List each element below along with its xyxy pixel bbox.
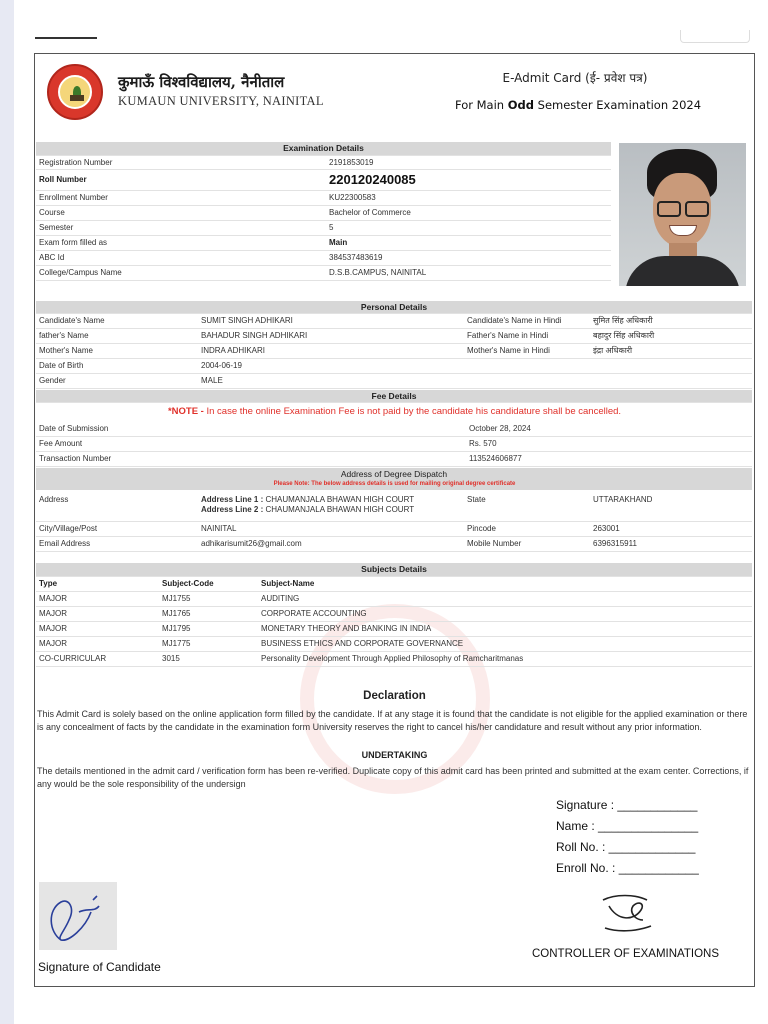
table-row: Date of Birth 2004-06-19: [36, 358, 752, 373]
declaration-title: Declaration: [363, 690, 426, 702]
name-field: Name : _______________: [556, 819, 699, 833]
roll-number-value: 220120240085: [326, 169, 611, 190]
candidate-photo: [619, 143, 746, 286]
subjects-table: [36, 563, 752, 667]
table-row: College/Campus Name D.S.B.CAMPUS, NAINITAL: [36, 265, 611, 280]
table-row: City/Village/Post NAINITAL Pincode 263001: [36, 521, 752, 536]
section-title: Examination Details: [36, 142, 611, 155]
admit-card: [34, 53, 755, 987]
candidate-signature-label: Signature of Candidate: [38, 960, 161, 974]
controller-label: CONTROLLER OF EXAMINATIONS: [532, 948, 720, 960]
fee-warning-note: *NOTE - In case the online Examination Fee is not paid by the candidate his candidature shall be cancelled.: [167, 406, 622, 417]
table-row: Gender MALE: [36, 373, 752, 388]
undertaking-text: The details mentioned in the admit card / verification form has been re-verified. Duplicate copy of this admit card has been printed and submitted at the exam center. Corrections, if any would be the sole responsibility of the undersign: [37, 766, 749, 789]
table-row: Address Address Line 1 : CHAUMANJALA BHAWAN HIGH COURT Address Line 2 : CHAUMANJALA BHAWAN HIGH COURT State UTTARAKHAND: [36, 492, 752, 521]
section-title: Subjects Details: [36, 563, 752, 576]
controller-signature-image: [595, 886, 661, 936]
top-right-tab: [680, 30, 750, 43]
table-row: father's Name BAHADUR SINGH ADHIKARI Father's Name in Hindi बहादुर सिंह अधिकारी: [36, 328, 752, 343]
section-title: Personal Details: [36, 301, 752, 313]
page-left-gutter: [0, 0, 14, 1024]
university-logo-icon: [47, 64, 103, 120]
table-row: Date of Submission October 28, 2024: [36, 421, 752, 436]
table-row: Course Bachelor of Commerce: [36, 205, 611, 220]
university-name-english: KUMAUN UNIVERSITY, NAINITAL: [118, 94, 324, 108]
table-row: MAJOR MJ1775 BUSINESS ETHICS AND CORPORATE GOVERNANCE: [36, 636, 752, 651]
top-divider: [35, 37, 97, 39]
table-row: MAJOR MJ1755 AUDITING: [36, 591, 752, 606]
section-title: Address of Degree Dispatch: [340, 469, 448, 479]
table-row: Registration Number 2191853019: [36, 155, 611, 169]
table-row: Transaction Number 113524606877: [36, 451, 752, 466]
card-subtitle: For Main Odd Semester Examination 2024: [455, 98, 702, 112]
card-title: E-Admit Card (ई- प्रवेश पत्र): [502, 71, 648, 85]
table-row: Mother's Name INDRA ADHIKARI Mother's Name in Hindi इंद्रा अधिकारी: [36, 343, 752, 358]
table-row: Enrollment Number KU22300583: [36, 190, 611, 205]
table-row: MAJOR MJ1795 MONETARY THEORY AND BANKING IN INDIA: [36, 621, 752, 636]
university-name-hindi: कुमाऊँ विश्वविद्यालय, नैनीताल: [118, 73, 285, 91]
table-row: CO-CURRICULAR 3015 Personality Development Through Applied Philosophy of Ramcharitmanas: [36, 651, 752, 666]
table-row: Exam form filled as Main: [36, 235, 611, 250]
section-title: Fee Details: [36, 390, 752, 402]
table-row: Fee Amount Rs. 570: [36, 436, 752, 451]
fee-rows-table: [36, 421, 752, 467]
roll-field: Roll No. : _____________: [556, 840, 696, 854]
table-row: Candidate's Name SUMIT SINGH ADHIKARI Candidate's Name in Hindi सुमित सिंह अधिकारी: [36, 313, 752, 328]
candidate-signature-image: [39, 882, 117, 950]
table-row: MAJOR MJ1765 CORPORATE ACCOUNTING: [36, 606, 752, 621]
table-row: Roll Number 220120240085: [36, 169, 611, 190]
table-header-row: Type Subject-Code Subject-Name: [36, 576, 752, 591]
table-row: Email Address adhikarisumit26@gmail.com Mobile Number 6396315911: [36, 536, 752, 551]
examination-details-table: [36, 142, 611, 281]
signature-field: Signature : ____________: [556, 798, 698, 812]
address-note: Please Note: The below address details is used for mailing original degree certificate: [273, 481, 516, 487]
declaration-text: This Admit Card is solely based on the online application form filled by the candidate. If at any stage it is found that the candidate is not eligible for the applied examination or there is any concealment of facts by the candidate in the examination form University reserves the right to cancel his/her candidature and result without any prior information.: [37, 709, 748, 732]
table-row: ABC Id 384537483619: [36, 250, 611, 265]
enroll-field: Enroll No. : ____________: [556, 861, 699, 875]
table-row: Semester 5: [36, 220, 611, 235]
fee-details-table: [36, 390, 752, 403]
address-table: [36, 492, 752, 552]
undertaking-title: UNDERTAKING: [361, 750, 428, 760]
personal-details-table: [36, 301, 752, 389]
